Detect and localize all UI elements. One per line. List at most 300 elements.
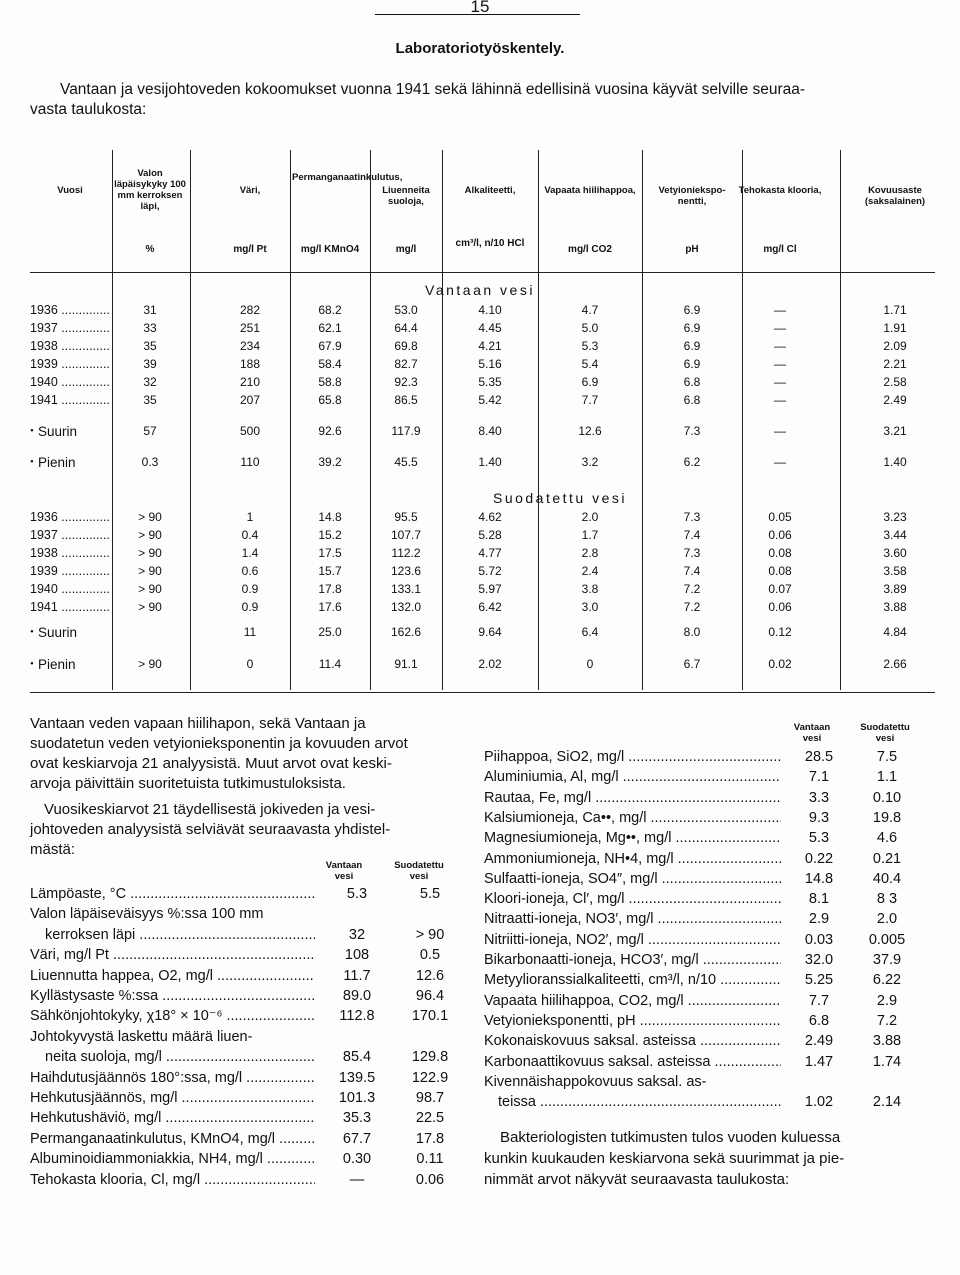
table-row	[0, 600, 960, 618]
table-cell: 69.8	[394, 339, 418, 353]
value-suodatettu: 0.10	[872, 789, 902, 806]
table-cell: 39	[143, 357, 157, 371]
column-unit: %	[145, 244, 155, 255]
table-row	[0, 510, 960, 528]
value-vantaan: 32.0	[804, 952, 834, 968]
analysis-row	[484, 871, 934, 890]
table-cell: 2.4	[581, 564, 599, 578]
table-cell: 3.23	[883, 510, 907, 524]
table-cell: 0.02	[768, 657, 792, 671]
paragraph-line: nimmät arvot näkyvät seuraavasta taulukosta:	[484, 1171, 790, 1188]
analysis-label: neita suoloja, mg/l .....	[45, 1049, 315, 1065]
analysis-label: Sähkönjohtokyky, χ18° × 10⁻⁶ .....	[30, 1008, 315, 1024]
row-label: Pienin	[38, 455, 76, 470]
value-suodatettu: 7.2	[876, 1012, 898, 1029]
table-cell: > 90	[138, 564, 162, 578]
table-cell: 133.1	[390, 582, 422, 596]
table-cell: 3.44	[883, 528, 907, 542]
section-title-vantaan-vesi: Vantaan vesi	[425, 282, 535, 298]
table-cell: —	[774, 424, 786, 438]
table-row	[0, 564, 960, 582]
analysis-label: Sulfaatti-ioneja, SO4″, mg/l .....	[484, 871, 781, 887]
bullet-icon: •	[30, 456, 34, 468]
analysis-label: kerroksen läpi .....	[45, 927, 315, 943]
table-cell: —	[774, 455, 786, 469]
value-vantaan: 112.8	[339, 1008, 375, 1025]
value-vantaan: 28.5	[804, 749, 834, 765]
column-head-vantaan: Vantaan vesi	[793, 722, 831, 744]
table-cell: 14.8	[318, 510, 342, 524]
table-cell: 251	[239, 321, 261, 335]
table-cell: 64.4	[394, 321, 418, 335]
analysis-label: Albuminoidiammoniakkia, NH4, mg/l .....	[30, 1151, 315, 1167]
paragraph-line: arvoja päivittäin suoritetuista tutkimustuloksista.	[30, 775, 346, 792]
analysis-row	[30, 1110, 460, 1129]
table-cell: 33	[143, 321, 157, 335]
year-cell: 1939 .....	[30, 357, 110, 371]
paragraph-line: ovat keskiarvoja 21 analyysistä. Muut arvot ovat keski-	[30, 755, 392, 772]
table-cell: 25.0	[318, 625, 342, 639]
analysis-label: Kokonaiskovuus saksal. asteissa .....	[484, 1033, 781, 1049]
table-row	[0, 528, 960, 546]
table-cell: 2.02	[478, 657, 502, 671]
analysis-row	[484, 851, 934, 870]
value-vantaan: 85.4	[342, 1049, 372, 1066]
column-unit: mg/l Cl	[763, 244, 797, 255]
table-cell: 5.3	[581, 339, 599, 353]
table-cell: 1.91	[883, 321, 907, 335]
value-vantaan: 11.7	[343, 967, 371, 984]
table-cell: > 90	[138, 546, 162, 560]
intro-paragraph	[30, 80, 935, 120]
row-label: Pienin	[38, 657, 76, 672]
value-suodatettu: 96.4	[415, 988, 445, 1004]
table-cell: 15.2	[318, 528, 342, 542]
table-cell: 68.2	[318, 303, 342, 317]
page-number-rule	[375, 14, 580, 15]
table-cell: 1.4	[241, 546, 259, 560]
value-suodatettu: 0.11	[416, 1151, 444, 1168]
table-cell: 35	[143, 393, 157, 407]
table-cell: 6.42	[478, 600, 502, 614]
analysis-row	[30, 927, 460, 946]
value-suodatettu: 2.0	[876, 911, 898, 928]
table-cell: 5.28	[478, 528, 502, 542]
table-cell: > 90	[138, 600, 162, 614]
table-cell: 31	[143, 303, 157, 317]
value-suodatettu: 129.8	[411, 1049, 449, 1066]
table-cell: —	[774, 321, 786, 335]
column-header: Vetyionieksponentti,	[658, 185, 726, 207]
table-cell: 0.12	[768, 625, 792, 639]
year-cell: 1939 .....	[30, 564, 110, 578]
table-cell: 5.0	[581, 321, 599, 335]
table-cell: 4.21	[478, 339, 502, 353]
value-suodatettu: 170.1	[411, 1008, 449, 1025]
table-row	[0, 657, 960, 675]
table-cell: 0.05	[768, 510, 792, 524]
analysis-row	[30, 886, 460, 905]
table-cell: 0.06	[768, 528, 792, 542]
table-cell: 110	[240, 455, 260, 469]
table-cell: 7.3	[683, 510, 701, 524]
table-cell: 6.8	[683, 375, 701, 389]
analysis-row	[484, 769, 934, 788]
value-suodatettu: 7.5	[876, 749, 898, 765]
table-cell: 6.4	[581, 625, 599, 639]
year-cell: 1936 .....	[30, 303, 110, 317]
table-cell: 1.40	[883, 455, 907, 469]
analysis-row	[30, 1131, 460, 1150]
bullet-icon: •	[30, 658, 34, 670]
analysis-label: Nitriitti-ioneja, NO2′, mg/l .....	[484, 932, 781, 948]
value-vantaan: 3.3	[808, 789, 830, 806]
table-cell: 7.7	[581, 393, 599, 407]
table-cell: 4.7	[581, 303, 599, 317]
table-cell: > 90	[138, 582, 162, 596]
table-cell: 65.8	[318, 393, 342, 407]
paragraph-line: Vuosikeskiarvot 21 täydellisestä jokiveden ja vesi-	[44, 801, 376, 818]
table-row	[0, 625, 960, 643]
value-vantaan: 0.22	[804, 850, 834, 867]
value-vantaan: 1.47	[804, 1053, 834, 1070]
analysis-label: Magnesiumioneja, Mg••, mg/l .....	[484, 830, 781, 846]
value-suodatettu: > 90	[415, 926, 445, 943]
table-cell: 0	[586, 657, 594, 671]
column-unit: mg/l Pt	[233, 244, 267, 255]
table-cell: 4.45	[478, 321, 502, 335]
table-cell: 53.0	[394, 303, 418, 317]
table-cell: 0.08	[768, 546, 792, 560]
table-cell: 188	[239, 357, 261, 371]
table-cell: 2.58	[883, 375, 907, 389]
paragraph-line: Vantaan veden vapaan hiilihapon, sekä Vantaan ja	[30, 715, 366, 732]
value-suodatettu: 0.21	[872, 850, 902, 867]
analysis-row	[30, 947, 460, 966]
analysis-row	[30, 906, 460, 925]
table-cell: 4.10	[478, 303, 502, 317]
value-suodatettu: 0.06	[415, 1171, 445, 1188]
table-cell: 95.5	[394, 510, 418, 524]
table-cell: 3.88	[883, 600, 907, 614]
table-row	[0, 303, 960, 321]
analysis-row	[30, 1008, 460, 1027]
value-vantaan: 5.25	[804, 972, 834, 989]
value-vantaan: 32	[348, 926, 366, 943]
table-cell: 7.4	[683, 528, 701, 542]
column-header: Valon läpäisykyky 100 mm kerroksen läpi,	[114, 168, 186, 212]
analysis-row	[484, 911, 934, 930]
analysis-row	[484, 993, 934, 1012]
column-header: Vuosi	[57, 185, 83, 196]
analysis-label: Rautaa, Fe, mg/l .....	[484, 790, 781, 806]
value-suodatettu: 1.74	[872, 1053, 902, 1070]
table-cell: 2.0	[581, 510, 599, 524]
value-vantaan: 7.1	[808, 769, 830, 786]
table-cell: 45.5	[394, 455, 418, 469]
table-rule	[30, 692, 935, 693]
table-cell: 4.84	[883, 625, 907, 639]
table-rule	[30, 272, 935, 273]
table-cell: 5.35	[478, 375, 502, 389]
table-cell: 8.0	[683, 625, 701, 639]
table-cell: 107.7	[390, 528, 422, 542]
value-vantaan: 67.7	[342, 1130, 372, 1147]
value-suodatettu: 5.5	[419, 886, 441, 902]
table-row	[0, 357, 960, 375]
table-cell: 5.4	[581, 357, 599, 371]
table-cell: 5.97	[478, 582, 502, 596]
column-unit: mg/l CO2	[568, 244, 612, 255]
table-cell: 7.2	[683, 600, 701, 614]
table-row	[0, 424, 960, 442]
value-vantaan: 2.9	[808, 911, 830, 928]
analysis-row	[30, 988, 460, 1007]
analysis-label: Karbonaattikovuus saksal. asteissa .....	[484, 1054, 781, 1070]
analysis-label: Haihdutusjäännös 180°:ssa, mg/l .....	[30, 1070, 315, 1086]
table-cell: 1	[246, 510, 254, 524]
analysis-label: Johtokyvystä laskettu määrä liuen-	[30, 1028, 253, 1045]
analysis-label: Liuennutta happea, O2, mg/l .....	[30, 968, 315, 984]
table-cell: —	[774, 339, 786, 353]
value-vantaan: 8.1	[808, 891, 830, 908]
column-head-suodatettu: Suodatettu vesi	[860, 722, 910, 744]
table-cell: 11.4	[318, 657, 342, 671]
analysis-label: Permanganaatinkulutus, KMnO4, mg/l .....	[30, 1131, 315, 1147]
table-cell: 7.3	[683, 424, 701, 438]
table-cell: 6.9	[683, 303, 701, 317]
value-vantaan: 101.3	[338, 1090, 376, 1106]
value-suodatettu: 2.9	[876, 992, 898, 1009]
value-suodatettu: 6.22	[872, 972, 902, 989]
analysis-row	[484, 810, 934, 829]
table-cell: 7.4	[683, 564, 701, 578]
table-cell: 5.72	[478, 564, 502, 578]
table-cell: 4.77	[478, 546, 502, 560]
value-suodatettu: 8 3	[876, 891, 898, 908]
table-cell: 12.6	[578, 424, 602, 438]
year-cell: 1937 .....	[30, 528, 110, 542]
table-row	[0, 339, 960, 357]
analysis-label: Hehkutusjäännös, mg/l .....	[30, 1090, 315, 1106]
value-suodatettu: 37.9	[872, 952, 902, 968]
column-header: Alkaliteetti,	[464, 185, 516, 196]
table-cell: —	[774, 357, 786, 371]
value-vantaan: 89.0	[342, 988, 372, 1004]
analysis-label: Aluminiumia, Al, mg/l .....	[484, 769, 781, 785]
analysis-row	[30, 1090, 460, 1109]
table-row	[0, 393, 960, 411]
analysis-label: Metyylioranssialkaliteetti, cm³/l, n/10 .....	[484, 972, 781, 988]
table-cell: 0.4	[241, 528, 259, 542]
value-vantaan: 108	[344, 947, 370, 964]
table-cell: 11	[243, 625, 257, 639]
value-vantaan: 6.8	[808, 1012, 830, 1029]
year-cell: 1938 .....	[30, 339, 110, 353]
table-cell: > 90	[138, 657, 162, 671]
table-cell: 3.8	[581, 582, 599, 596]
table-cell: 92.6	[318, 424, 342, 438]
section-heading: Laboratoriotyöskentely.	[395, 40, 565, 57]
analysis-label: Vapaata hiilihappoa, CO2, mg/l .....	[484, 993, 781, 1009]
analysis-row	[30, 1029, 460, 1048]
column-unit: mg/l KMnO4	[300, 244, 360, 255]
table-cell: 17.5	[318, 546, 342, 560]
table-cell: 117.9	[391, 424, 421, 438]
analysis-row	[30, 968, 460, 987]
table-cell: 4.62	[478, 510, 502, 524]
value-suodatettu: 12.6	[415, 967, 445, 984]
column-header: Tehokasta klooria,	[738, 185, 822, 196]
table-cell: 6.9	[683, 339, 701, 353]
analysis-row	[484, 1094, 934, 1113]
value-suodatettu: 122.9	[411, 1069, 449, 1086]
column-unit: pH	[685, 244, 699, 255]
analysis-label: Kivennäishappokovuus saksal. as-	[484, 1073, 707, 1090]
value-suodatettu: 98.7	[415, 1090, 445, 1106]
value-suodatettu: 17.8	[415, 1130, 445, 1147]
table-cell: 1.40	[478, 455, 502, 469]
value-suodatettu: 2.14	[872, 1094, 902, 1111]
table-cell: 6.9	[581, 375, 599, 389]
value-vantaan: 1.02	[804, 1094, 834, 1111]
analysis-row	[484, 1074, 934, 1093]
value-vantaan: 9.3	[808, 809, 830, 826]
value-vantaan: 2.49	[804, 1033, 834, 1050]
value-vantaan: 14.8	[804, 870, 834, 887]
analysis-row	[30, 1172, 460, 1191]
table-cell: 1.71	[883, 303, 907, 317]
paragraph-line: suodatetun veden vetyionieksponentin ja kovuuden arvot	[30, 735, 408, 752]
table-cell: 17.6	[318, 600, 342, 614]
table-cell: 3.60	[883, 546, 907, 560]
analysis-row	[484, 972, 934, 991]
table-cell: 282	[239, 303, 261, 317]
table-cell: 58.4	[318, 357, 342, 371]
table-cell: 2.66	[883, 657, 907, 671]
value-vantaan: 5.3	[808, 830, 830, 847]
table-cell: 3.2	[581, 455, 599, 469]
column-header: Liuenneita suoloja,	[382, 185, 430, 207]
table-cell: 132.0	[390, 600, 422, 614]
table-cell: 6.9	[683, 321, 701, 335]
table-cell: 2.49	[883, 393, 907, 407]
table-cell: 7.3	[683, 546, 701, 560]
analysis-row	[484, 891, 934, 910]
value-suodatettu: 40.4	[872, 870, 902, 887]
analysis-label: Hehkutushäviö, mg/l .....	[30, 1110, 315, 1126]
analysis-label: Lämpöaste, °C .....	[30, 886, 315, 902]
value-suodatettu: 0.005	[868, 931, 906, 948]
table-cell: 82.7	[394, 357, 418, 371]
table-cell: > 90	[138, 528, 162, 542]
analysis-label: Kyllästysaste %:ssa .....	[30, 988, 315, 1004]
column-head-vantaan: Vantaan vesi	[325, 860, 363, 882]
analysis-row	[484, 830, 934, 849]
table-cell: 0	[246, 657, 254, 671]
intro-line-1: Vantaan ja vesijohtoveden kokoomukset vuonna 1941 sekä lähinnä edellisinä vuosina käyvät selville seuraa-	[60, 81, 806, 98]
table-cell: 9.64	[478, 625, 502, 639]
table-cell: 123.6	[390, 564, 422, 578]
year-cell: 1936 .....	[30, 510, 110, 524]
table-cell: 162.6	[390, 625, 422, 639]
table-cell: —	[774, 375, 786, 389]
table-cell: 6.9	[683, 357, 701, 371]
table-cell: 234	[239, 339, 261, 353]
analysis-row	[30, 1049, 460, 1068]
year-cell: 1941 .....	[30, 393, 110, 407]
year-cell: 1940 .....	[30, 582, 110, 596]
analysis-row	[484, 1033, 934, 1052]
table-cell: 0.9	[241, 600, 259, 614]
analysis-row	[484, 1013, 934, 1032]
analysis-row	[484, 749, 934, 768]
paragraph-line: mästä:	[30, 841, 76, 858]
analysis-label: Bikarbonaatti-ioneja, HCO3′, mg/l .....	[484, 952, 781, 968]
analysis-label: Ammoniumioneja, NH•4, mg/l .....	[484, 851, 781, 867]
value-suodatettu: 3.88	[872, 1033, 902, 1050]
year-cell: 1941 .....	[30, 600, 110, 614]
table-cell: > 90	[138, 510, 162, 524]
column-unit: cm³/l, n/10 HCl	[455, 238, 525, 249]
analysis-label: teissa .....	[498, 1094, 781, 1110]
table-cell: 58.8	[318, 375, 342, 389]
table-cell: 5.42	[478, 393, 502, 407]
table-cell: 8.40	[478, 424, 502, 438]
table-cell: 0.07	[768, 582, 792, 596]
table-cell: 91.1	[394, 657, 418, 671]
table-cell: 32	[143, 375, 157, 389]
analysis-label: Piihappoa, SiO2, mg/l .....	[484, 749, 781, 765]
table-row	[0, 582, 960, 600]
table-cell: 6.7	[683, 657, 701, 671]
bullet-icon: •	[30, 425, 34, 437]
table-cell: 0.06	[768, 600, 792, 614]
value-vantaan: —	[349, 1171, 365, 1188]
analysis-label: Valon läpäiseväisyys %:ssa 100 mm	[30, 906, 264, 923]
table-cell: 0.3	[141, 455, 159, 469]
table-cell: 35	[143, 339, 157, 353]
analysis-label: Tehokasta klooria, Cl, mg/l .....	[30, 1172, 315, 1188]
table-cell: 3.21	[883, 424, 907, 438]
table-cell: 15.7	[318, 564, 342, 578]
table-cell: 3.0	[581, 600, 599, 614]
value-vantaan: 0.03	[804, 931, 834, 948]
table-cell: 500	[239, 424, 261, 438]
table-row	[0, 321, 960, 339]
column-header: Vapaata hiilihappoa,	[544, 185, 636, 196]
analysis-row	[484, 932, 934, 951]
value-vantaan: 139.5	[338, 1069, 376, 1086]
table-cell: 3.58	[883, 564, 907, 578]
table-cell: 39.2	[318, 455, 342, 469]
table-row	[0, 546, 960, 564]
table-cell: 92.3	[394, 375, 418, 389]
year-cell: 1940 .....	[30, 375, 110, 389]
table-cell: 17.8	[318, 582, 342, 596]
value-vantaan: 7.7	[808, 992, 830, 1009]
table-cell: 5.16	[478, 357, 502, 371]
table-cell: —	[774, 303, 786, 317]
table-cell: 6.2	[683, 455, 701, 469]
paragraph-line: kunkin kuukauden keskiarvona sekä suurimmat ja pie-	[484, 1150, 845, 1167]
paragraph-line: Bakteriologisten tutkimusten tulos vuoden kuluessa	[500, 1129, 841, 1146]
section-title-suodatettu-vesi: Suodatettu vesi	[492, 490, 627, 506]
analysis-label: Kloori-ioneja, Cl′, mg/l .....	[484, 891, 781, 907]
table-cell: 62.1	[318, 321, 342, 335]
analysis-row	[30, 1070, 460, 1089]
table-cell: 2.8	[581, 546, 599, 560]
